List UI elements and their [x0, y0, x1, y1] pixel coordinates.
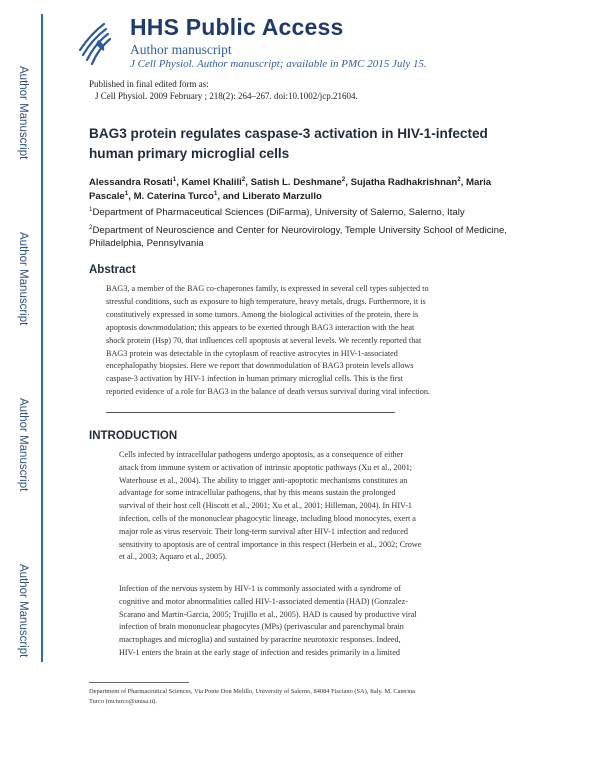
abstract-line: shock protein (Hsp) 70, that influences cell apoptosis at several levels. We recently reported that	[106, 335, 422, 345]
published-label: Published in final edited form as:	[89, 79, 209, 89]
abstract-heading: Abstract	[89, 264, 136, 276]
affiliation-text: Department of Pharmaceutical Sciences (DiFarma), University of Salerno, Salerno, Italy	[92, 207, 465, 218]
body-line: macrophages and microglia) and sustained by paracrine neurotoxic responses. Indeed,	[119, 635, 401, 645]
abstract-line: stressful conditions, such as exposure to high temperature, heavy metals, drugs. Furthermore, it is	[106, 296, 426, 306]
author-affil-sup: 2	[241, 175, 246, 183]
author-affil-sup: 1	[172, 175, 177, 183]
affiliation-sup: 2	[89, 223, 93, 231]
body-line: cognitive and motor abnormalities called HIV-1-associated dementia (HAD) (Gonzalez-	[119, 596, 408, 606]
body-line: sensitivity to apoptosis are of central importance in this respect (Herbein et al., 2002; Crowe	[119, 539, 422, 549]
author-name: Kamel Khalili	[181, 177, 242, 188]
journal-availability-text: J Cell Physiol. Author manuscript; available in PMC 2015 July 15.	[130, 58, 427, 70]
body-line: HIV-1 enters the brain at the early stage of infection and resides primarily in a limited	[119, 647, 400, 657]
abstract-line: reported evidence of a role for BAG3 in the balance of death versus survival during viral infection.	[106, 387, 430, 397]
author-manuscript-label: Author Manuscript	[17, 564, 29, 658]
affiliation	[89, 224, 529, 250]
body-line: infection, cells of the mononuclear phagocytic lineage, including blood monocytes, exert a	[119, 513, 416, 523]
intro-paragraph-1	[119, 449, 521, 564]
author-separator: ,	[345, 177, 351, 188]
abstract-line: BAG3 protein was detectable in the cytoplasm of reactive astrocytes in HIV-1-associated	[106, 348, 398, 358]
author-manuscript-rule	[41, 14, 43, 662]
footnote-line: Turco (mcturco@unisa.it).	[89, 698, 157, 705]
introduction-heading: INTRODUCTION	[89, 430, 178, 442]
affiliation-text: Department of Neuroscience and Center for Neurovirology, Temple University School of Medicine, Philadelphia, Pennsylvania	[89, 225, 507, 249]
author-affil-sup: 2	[457, 175, 461, 183]
intro-paragraph-2	[119, 583, 521, 660]
affiliation-sup: 1	[89, 205, 93, 213]
abstract-body	[106, 283, 518, 399]
footnote-divider	[89, 682, 189, 683]
author-separator: ,	[460, 177, 467, 188]
body-line: Waterhouse et al., 2004). The ability to trigger anti-apoptotic mechanisms constitutes an	[119, 475, 408, 485]
author-name: Liberato Marzullo	[242, 191, 322, 202]
author-list	[89, 176, 529, 204]
author-affil-sup: 1	[213, 189, 218, 197]
hhs-public-access-title: HHS Public Access	[130, 14, 344, 40]
abstract-line: encephalopathy biopsies. Here we report that downmodulation of BAG3 protein levels allows	[106, 361, 414, 371]
hhs-eagle-logo-icon	[74, 20, 114, 66]
author-name: Alessandra Rosati	[89, 177, 173, 188]
body-line: Scarano and Martin-Garcia, 2005; Trujillo et al., 2005). HAD is caused by productive viral	[119, 609, 417, 619]
abstract-line: BAG3, a member of the BAG co-chaperones family, is expressed in several cell types subjected to	[106, 284, 429, 293]
abstract-line: apoptosis downmodulation; this appears to be exerted through BAG3 interaction with the heat	[106, 322, 415, 332]
author-affil-sup: 2	[341, 175, 346, 183]
author-separator: ,	[128, 191, 134, 202]
body-line: et al., 2003; Aquaro et al., 2005).	[119, 552, 228, 562]
body-line: advantage for some intracellular pathogens, that by this means sustain the prolonged	[119, 488, 396, 498]
body-line: attack from immune system or activation of intrinsic apoptotic pathways (Xu et al., 2001;	[119, 462, 413, 472]
body-line: survival of their host cell (Hiscott et al., 2001; Xu et al., 2001; Hilleman, 2004). In HIV-1	[119, 501, 413, 511]
author-separator: , and	[217, 191, 243, 202]
author-name: Maria Pascale	[89, 177, 492, 202]
paper-title: BAG3 protein regulates caspase-3 activation in HIV-1-infected human primary microglial cells	[89, 126, 488, 161]
abstract-line: caspase-3 activation by HIV-1 infection in human primary microglial cells. This is the first	[106, 374, 403, 384]
body-line: Cells infected by intracellular pathogens undergo apoptosis, as a consequence of either	[119, 450, 404, 459]
author-name: Sujatha Radhakrishnan	[350, 177, 458, 188]
author-separator: ,	[245, 177, 251, 188]
footnote-line: Department of Pharmaceutical Sciences, Via Ponte Don Melillo, University of Salerno, 84084 Fisciano (SA), Italy. M. Caterina	[89, 688, 415, 695]
author-manuscript-label: Author Manuscript	[17, 232, 29, 326]
body-line: infection of brain mononuclear phagocytes (MPs) (perivascular and parenchymal brain	[119, 622, 404, 632]
body-line: Infection of the nervous system by HIV-1 is commonly associated with a syndrome of	[119, 584, 401, 593]
author-manuscript-label: Author Manuscript	[17, 66, 29, 160]
author-manuscript-label: Author Manuscript	[17, 398, 29, 492]
affiliation	[89, 206, 529, 219]
citation: J Cell Physiol. 2009 February ; 218(2): 264–267. doi:10.1002/jcp.21604.	[95, 91, 358, 101]
author-name: Satish L. Deshmane	[250, 177, 342, 188]
author-affil-sup: 1	[124, 189, 129, 197]
footnote	[89, 687, 519, 707]
abstract-divider	[106, 412, 395, 413]
journal-availability	[130, 58, 427, 70]
abstract-line: constitutively expressed in some tumors. Among the biological activities of the protein, there is	[106, 309, 419, 319]
author-separator: ,	[176, 177, 182, 188]
author-name: M. Caterina Turco	[133, 191, 214, 202]
body-line: major role as virus reservoir. Their long-term survival after HIV-1 infection and reduced	[119, 526, 408, 536]
author-manuscript-subtitle: Author manuscript	[130, 42, 232, 57]
